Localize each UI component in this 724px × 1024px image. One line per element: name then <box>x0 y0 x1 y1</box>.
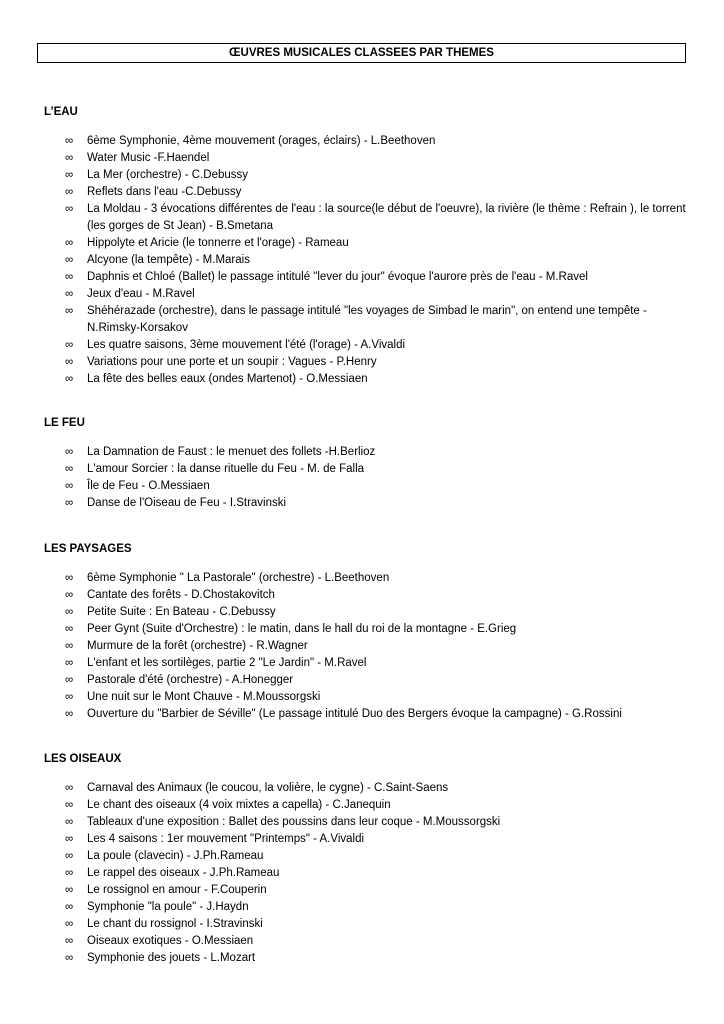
infinity-bullet-icon: ∞ <box>65 606 74 618</box>
infinity-bullet-icon: ∞ <box>65 135 74 147</box>
list-item: ∞ Une nuit sur le Mont Chauve - M.Moussorgski <box>44 689 689 706</box>
list-item: ∞ Symphonie "la poule" - J.Haydn <box>44 899 689 916</box>
list-item: ∞ Shéhérazade (orchestre), dans le passage intitulé "les voyages de Simbad le marin", on entend une tempête - N.Rimsky-Korsakov <box>65 305 647 334</box>
list-item: ∞ La Mer (orchestre) - C.Debussy <box>44 167 689 184</box>
list-item: ∞ La Moldau - 3 évocations différentes de l'eau : la source(le début de l'oeuvre), la rivière (le thème : Refrain ), le torrent (les gorges de St Jean) - B.Smetana <box>65 203 686 232</box>
infinity-bullet-icon: ∞ <box>65 799 74 811</box>
list-item: ∞ Symphonie des jouets - L.Mozart <box>44 950 689 967</box>
section-heading: L’EAU <box>44 106 78 118</box>
list-item: ∞ Hippolyte et Aricie (le tonnerre et l'orage) - Rameau <box>44 235 689 252</box>
list-item: ∞ Water Music -F.Haendel <box>44 150 689 167</box>
item-list <box>44 133 689 388</box>
infinity-bullet-icon: ∞ <box>65 918 74 930</box>
infinity-bullet-icon: ∞ <box>65 152 74 164</box>
infinity-bullet-icon: ∞ <box>65 782 74 794</box>
list-item: ∞ Murmure de la forêt (orchestre) - R.Wagner <box>44 638 689 655</box>
list-item: ∞ Pastorale d'été (orchestre) - A.Honegger <box>44 672 689 689</box>
infinity-bullet-icon: ∞ <box>65 254 74 266</box>
item-list <box>44 780 689 967</box>
infinity-bullet-icon: ∞ <box>65 867 74 879</box>
list-item: ∞ L'enfant et les sortilèges, partie 2 "Le Jardin" - M.Ravel <box>44 655 689 672</box>
infinity-bullet-icon: ∞ <box>65 708 74 720</box>
infinity-bullet-icon: ∞ <box>65 935 74 947</box>
list-item: ∞ Ouverture du "Barbier de Séville" (Le passage intitulé Duo des Bergers évoque la campagne) - G.Rossini <box>44 706 689 723</box>
infinity-bullet-icon: ∞ <box>65 339 74 351</box>
infinity-bullet-icon: ∞ <box>65 305 74 317</box>
list-item: ∞ Petite Suite : En Bateau - C.Debussy <box>44 604 689 621</box>
list-item: ∞ Danse de l'Oiseau de Feu - I.Stravinski <box>44 495 689 512</box>
infinity-bullet-icon: ∞ <box>65 816 74 828</box>
infinity-bullet-icon: ∞ <box>65 288 74 300</box>
list-item: ∞ Les quatre saisons, 3ème mouvement l'été (l'orage) - A.Vivaldi <box>44 337 689 354</box>
list-item: ∞ Le rappel des oiseaux - J.Ph.Rameau <box>44 865 689 882</box>
list-item: ∞ La fête des belles eaux (ondes Martenot) - O.Messiaen <box>44 371 689 388</box>
infinity-bullet-icon: ∞ <box>65 623 74 635</box>
list-item: ∞ Tableaux d'une exposition : Ballet des poussins dans leur coque - M.Moussorgski <box>44 814 689 831</box>
list-item: ∞ Jeux d'eau - M.Ravel <box>44 286 689 303</box>
infinity-bullet-icon: ∞ <box>65 589 74 601</box>
list-item: ∞ Peer Gynt (Suite d'Orchestre) : le matin, dans le hall du roi de la montagne - E.Grieg <box>44 621 689 638</box>
infinity-bullet-icon: ∞ <box>65 463 74 475</box>
infinity-bullet-icon: ∞ <box>65 884 74 896</box>
list-item: ∞ La Damnation de Faust : le menuet des follets -H.Berlioz <box>44 444 689 461</box>
infinity-bullet-icon: ∞ <box>65 271 74 283</box>
list-item: ∞ La poule (clavecin) - J.Ph.Rameau <box>44 848 689 865</box>
infinity-bullet-icon: ∞ <box>65 480 74 492</box>
list-item: ∞ Oiseaux exotiques - O.Messiaen <box>44 933 689 950</box>
infinity-bullet-icon: ∞ <box>65 674 74 686</box>
list-item: ∞ Cantate des forêts - D.Chostakovitch <box>44 587 689 604</box>
section-oiseaux <box>44 752 689 967</box>
list-item: ∞ Le chant du rossignol - I.Stravinski <box>44 916 689 933</box>
list-item: ∞ Daphnis et Chloé (Ballet) le passage intitulé "lever du jour" évoque l'aurore près de l'eau - M.Ravel <box>44 269 689 286</box>
section-eau <box>44 105 689 388</box>
infinity-bullet-icon: ∞ <box>65 203 74 215</box>
section-heading: LE FEU <box>44 417 85 429</box>
list-item: ∞ Variations pour une porte et un soupir : Vagues - P.Henry <box>44 354 689 371</box>
infinity-bullet-icon: ∞ <box>65 691 74 703</box>
section-heading: LES PAYSAGES <box>44 543 132 555</box>
section-feu <box>44 416 689 512</box>
infinity-bullet-icon: ∞ <box>65 186 74 198</box>
list-item: ∞ Carnaval des Animaux (le coucou, la volière, le cygne) - C.Saint-Saens <box>44 780 689 797</box>
infinity-bullet-icon: ∞ <box>65 901 74 913</box>
section-heading: LES OISEAUX <box>44 753 122 765</box>
infinity-bullet-icon: ∞ <box>65 640 74 652</box>
list-item: ∞ 6ème Symphonie, 4ème mouvement (orages, éclairs) - L.Beethoven <box>44 133 689 150</box>
infinity-bullet-icon: ∞ <box>65 572 74 584</box>
infinity-bullet-icon: ∞ <box>65 237 74 249</box>
list-item: ∞ Île de Feu - O.Messiaen <box>44 478 689 495</box>
infinity-bullet-icon: ∞ <box>65 657 74 669</box>
list-item: ∞ Alcyone (la tempête) - M.Marais <box>44 252 689 269</box>
item-list <box>44 570 689 723</box>
list-item: ∞ Le chant des oiseaux (4 voix mixtes a capella) - C.Janequin <box>44 797 689 814</box>
infinity-bullet-icon: ∞ <box>65 356 74 368</box>
list-item: ∞ Le rossignol en amour - F.Couperin <box>44 882 689 899</box>
page-title: ŒUVRES MUSICALES CLASSEES PAR THEMES <box>37 43 686 63</box>
list-item: ∞ Reflets dans l'eau -C.Debussy <box>44 184 689 201</box>
infinity-bullet-icon: ∞ <box>65 169 74 181</box>
infinity-bullet-icon: ∞ <box>65 850 74 862</box>
list-item: ∞ L'amour Sorcier : la danse rituelle du Feu - M. de Falla <box>44 461 689 478</box>
list-item: ∞ Les 4 saisons : 1er mouvement "Printemps" - A.Vivaldi <box>44 831 689 848</box>
infinity-bullet-icon: ∞ <box>65 833 74 845</box>
item-list <box>44 444 689 512</box>
infinity-bullet-icon: ∞ <box>65 446 74 458</box>
list-item: ∞ 6ème Symphonie " La Pastorale" (orchestre) - L.Beethoven <box>44 570 689 587</box>
infinity-bullet-icon: ∞ <box>65 952 74 964</box>
section-paysages <box>44 542 689 723</box>
infinity-bullet-icon: ∞ <box>65 497 74 509</box>
infinity-bullet-icon: ∞ <box>65 373 74 385</box>
